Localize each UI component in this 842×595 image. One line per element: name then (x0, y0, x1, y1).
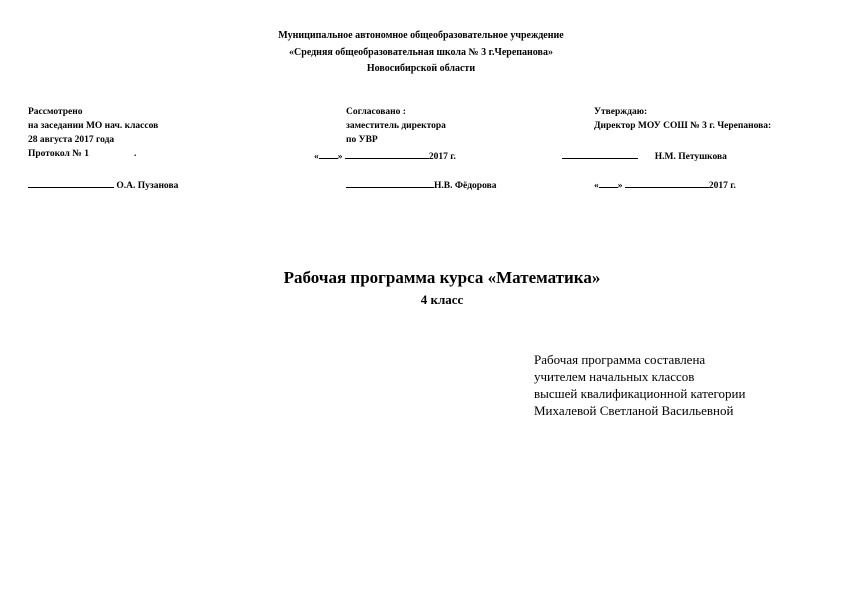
agreed-signer: Н.В. Фёдорова (434, 181, 497, 191)
approved-signature-row (562, 149, 727, 162)
reviewed-protocol-dot: . (134, 149, 137, 159)
approved-position: Директор МОУ СОШ № 3 г. Черепанова: (594, 121, 772, 131)
agreed-year: 2017 г. (428, 152, 456, 162)
school-region: Новосибирской области (366, 63, 476, 74)
date-close-quote: » (617, 181, 623, 191)
signature-line (562, 149, 638, 159)
approved-year: 2017 г. (708, 181, 736, 191)
reviewed-signer: О.А. Пузанова (116, 181, 179, 191)
signature-line (28, 178, 114, 188)
author-block (534, 351, 745, 419)
day-line (319, 149, 338, 159)
date-open-quote: « (594, 181, 599, 191)
reviewed-meeting: на заседании МО нач. классов (28, 121, 159, 131)
date-close-quote: » (337, 152, 343, 162)
school-name-line-2: «Средняя общеобразовательная школа № 3 г.Черепанова» (289, 47, 553, 58)
month-line (345, 149, 429, 159)
document-grade: 4 класс (420, 292, 464, 307)
agreed-date-row (314, 149, 456, 162)
author-line-2: учителем начальных классов (534, 369, 695, 384)
signature-line (346, 178, 434, 188)
author-line-1: Рабочая программа составлена (534, 352, 706, 367)
agreed-label: Согласовано : (346, 107, 406, 117)
reviewed-protocol: Протокол № 1 (28, 149, 89, 159)
day-line (599, 178, 618, 188)
reviewed-signature-row (28, 178, 178, 191)
agreed-department: по УВР (346, 135, 378, 145)
approved-label: Утверждаю: (594, 107, 648, 117)
author-line-4: Михалевой Светланой Васильевной (534, 403, 734, 418)
date-open-quote: « (314, 152, 319, 162)
month-line (625, 178, 709, 188)
agreed-signature-row (346, 178, 496, 191)
school-name-line-1: Муниципальное автономное общеобразовательное учреждение (278, 30, 564, 41)
reviewed-label: Рассмотрено (28, 107, 83, 117)
agreed-position: заместитель директора (346, 121, 446, 131)
document-title: Рабочая программа курса «Математика» (283, 268, 601, 287)
approved-date-row (594, 178, 736, 191)
approved-signer: Н.М. Петушкова (654, 152, 727, 162)
author-line-3: высшей квалификационной категории (534, 386, 746, 401)
reviewed-date: 28 августа 2017 года (28, 135, 115, 145)
